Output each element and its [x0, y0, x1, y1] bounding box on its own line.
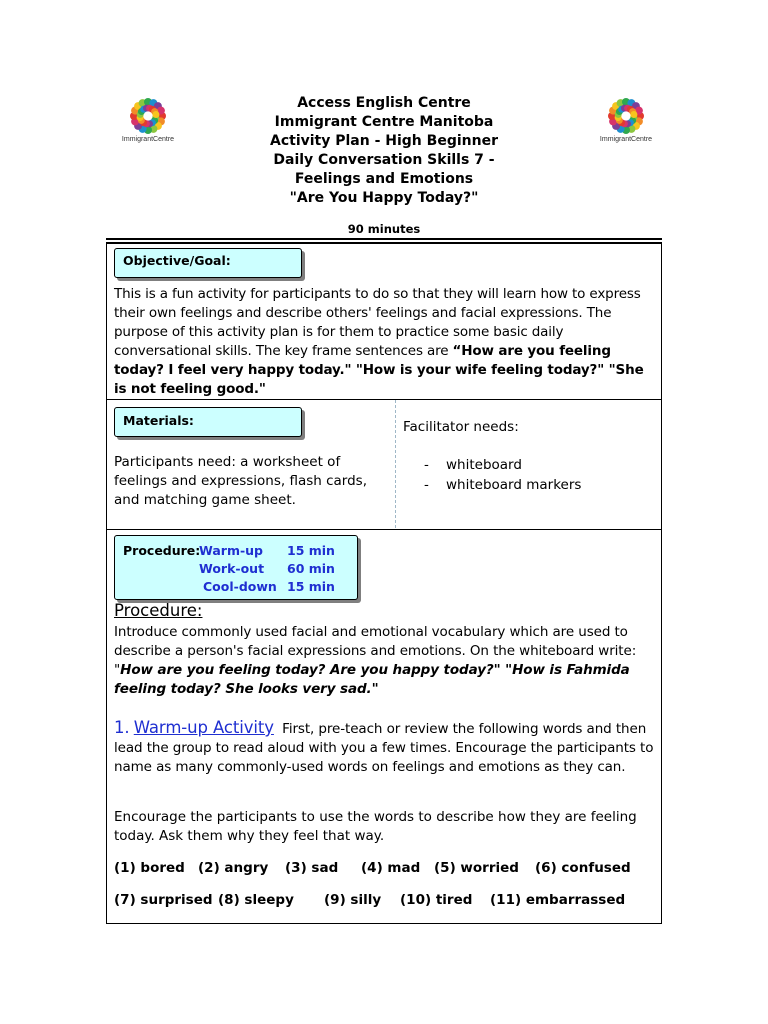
objective-paragraph	[114, 285, 654, 399]
feeling-word: (6) confused	[535, 860, 631, 876]
encourage-paragraph: Encourage the participants to use the words to describe how they are feeling today. Ask them why they feel that way.	[114, 809, 637, 844]
procedure-example: How are you feeling today? Are you happy today?" "How is Fahmida feeling today? She looks very sad.	[114, 662, 630, 697]
feeling-word: (9) silly	[324, 892, 382, 908]
header-rule	[106, 238, 662, 240]
immigrant-centre-logo-left	[108, 96, 188, 156]
warmup-paragraph	[114, 718, 654, 777]
facilitator-list	[424, 455, 581, 495]
flower-logo-icon	[108, 96, 188, 138]
phase-name: Cool-down	[203, 579, 277, 594]
materials-label-box: Materials:	[114, 407, 302, 437]
phase-name: Warm-up	[199, 543, 264, 558]
feeling-word: (4) mad	[361, 860, 421, 876]
section-divider	[106, 399, 662, 400]
immigrant-centre-logo-right	[586, 96, 666, 156]
procedure-label: Procedure:	[123, 543, 201, 558]
phase-time: 15 min	[287, 543, 335, 558]
title-line: Immigrant Centre Manitoba	[274, 114, 494, 130]
participants-needs: Participants need: a worksheet of feelings and expressions, flash cards, and matching game sheet.	[114, 454, 367, 508]
feeling-word: (7) surprised	[114, 892, 213, 908]
section-divider	[106, 529, 662, 530]
phase-time: 15 min	[287, 579, 335, 594]
phase-time: 60 min	[287, 561, 335, 576]
feeling-word: (10) tired	[400, 892, 473, 908]
duration-label: 90 minutes	[347, 222, 421, 236]
logo-caption: ImmigrantCentre	[121, 136, 175, 143]
warmup-number: 1.	[114, 718, 130, 737]
title-line: Activity Plan - High Beginner	[270, 133, 498, 149]
feeling-word: (8) sleepy	[218, 892, 294, 908]
logo-caption: ImmigrantCentre	[599, 136, 653, 143]
facilitator-needs-label: Facilitator needs:	[403, 419, 519, 435]
procedure-timing-box	[114, 535, 358, 600]
title-line: Access English Centre	[297, 95, 471, 111]
warmup-heading: Warm-up Activity	[133, 718, 274, 737]
list-item: - whiteboard	[424, 457, 522, 473]
materials-column-divider	[395, 400, 396, 528]
warmup-text: First, pre-teach or review the following words and then lead the group to read aloud with you a few times. Encourage the participants to name as many commonly-used words on feelings and emotions as they can.	[114, 721, 654, 775]
feeling-word: (3) sad	[285, 860, 339, 876]
procedure-phase-row	[123, 560, 349, 578]
title-line: Daily Conversation Skills 7 -	[273, 152, 495, 168]
document-title-block	[200, 94, 568, 208]
objective-text: This is a fun activity for participants to do so that they will learn how to express their own feelings and describe others' feelings and facial expressions. The purpose of this activity plan is for them to practice some basic daily conversational skills. The key frame sentences are	[114, 286, 641, 359]
flower-logo-icon	[586, 96, 666, 138]
list-item: - whiteboard markers	[424, 477, 582, 493]
procedure-heading: Procedure:	[114, 601, 203, 620]
procedure-phase-row	[123, 542, 349, 560]
procedure-paragraph: Introduce commonly used facial and emotional vocabulary which are used to describe a person's facial expressions and emotions. On the whiteboard write: "How are you feeling today? Are you happy today?" "How is Fahmida feeling today? She looks very sad."	[114, 624, 637, 697]
phase-name: Work-out	[199, 561, 265, 576]
procedure-intro: Introduce commonly used facial and emotional vocabulary which are used to describe a person's facial expressions and emotions. On the whiteboard write: "	[114, 624, 637, 678]
title-line: Feelings and Emotions	[294, 171, 474, 187]
feeling-word: (5) worried	[434, 860, 519, 876]
feeling-word: (1) bored	[114, 860, 185, 876]
feeling-word: (2) angry	[198, 860, 269, 876]
title-line: "Are You Happy Today?"	[289, 190, 479, 206]
procedure-phase-row	[123, 578, 349, 596]
key-sentences: “How are you feeling today? I feel very happy today." "How is your wife feeling today?" "She is not feeling good."	[114, 343, 644, 397]
objective-label-box: Objective/Goal:	[114, 248, 302, 278]
feeling-word: (11) embarrassed	[490, 892, 626, 908]
